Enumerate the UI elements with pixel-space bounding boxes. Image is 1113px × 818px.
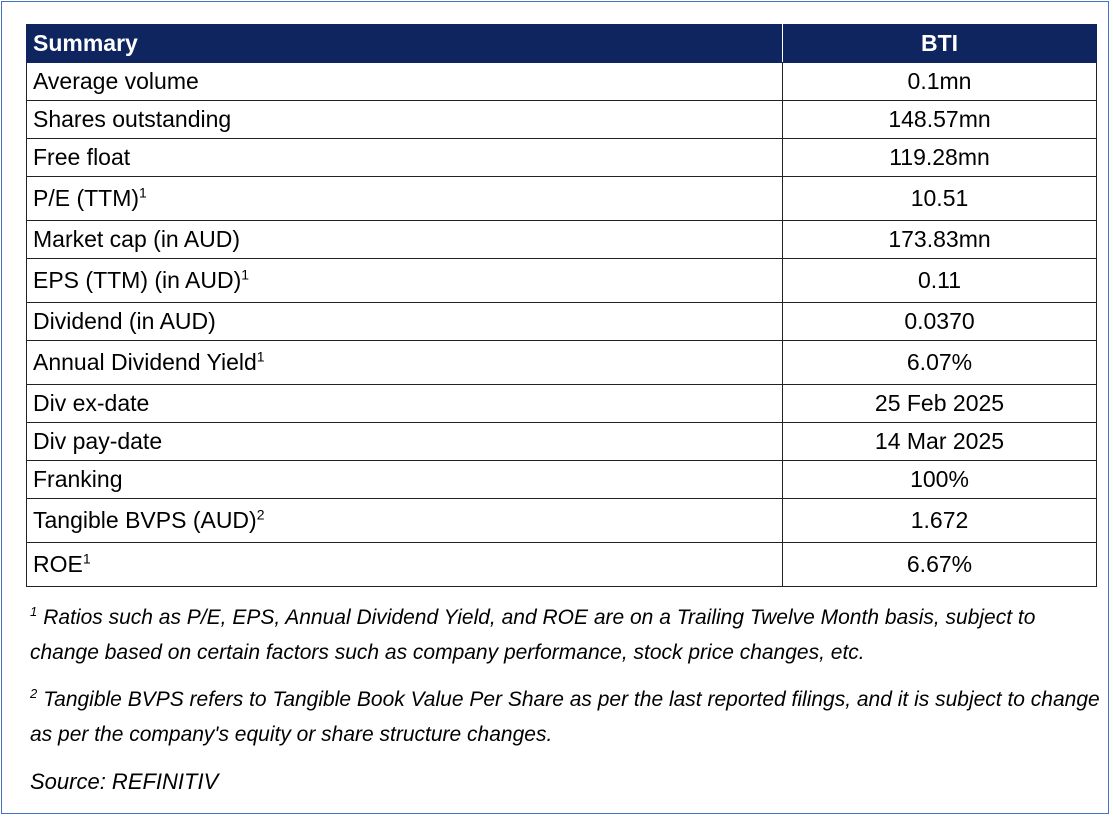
row-label: Market cap (in AUD) [27,221,783,259]
row-label: Free float [27,139,783,177]
table-row [27,139,1097,177]
summary-table [26,24,1097,587]
table-row [27,259,1097,303]
row-label: Annual Dividend Yield$^1$ [27,341,783,385]
row-label: Tangible BVPS (AUD)$^2$ [27,499,783,543]
row-label: Average volume [27,63,783,101]
row-value: 6.07% [783,341,1097,385]
table-row [27,63,1097,101]
row-label: EPS (TTM) (in AUD)$^1$ [27,259,783,303]
table-row [27,543,1097,587]
row-value: 14 Mar 2025 [783,423,1097,461]
table-row [27,101,1097,139]
row-value: 0.0370 [783,303,1097,341]
footnote-2 [30,682,1100,752]
footnote-marker: 1 [256,348,265,365]
row-label: Shares outstanding [27,101,783,139]
table-row [27,385,1097,423]
row-label: Franking [27,461,783,499]
row-label: Div ex-date [27,385,783,423]
footnote-marker: 1 [82,550,91,567]
row-value: 10.51 [783,177,1097,221]
table-row [27,499,1097,543]
row-label: Dividend (in AUD) [27,303,783,341]
row-value: 0.1mn [783,63,1097,101]
table-header-row [27,25,1097,63]
footnote-marker: 1 [139,184,147,201]
footnote-2-text: Tangible BVPS refers to Tangible Book Value Per Share as per the last reported filings, and it is subject to change as per the company's equity or share structure changes. [30,688,1100,746]
summary-table-container [26,24,1096,587]
footnotes [30,600,1100,811]
row-label: ROE$^1$ [27,543,783,587]
footnote-marker: 2 [256,506,265,523]
header-bti: BTI [783,25,1097,63]
row-value: 0.11 [783,259,1097,303]
row-value: 148.57mn [783,101,1097,139]
table-row [27,221,1097,259]
footnote-marker: 1 [241,266,250,283]
row-value: 6.67% [783,543,1097,587]
row-value: 25 Feb 2025 [783,385,1097,423]
source-line: Source: REFINITIV [30,769,219,794]
row-value: 1.672 [783,499,1097,543]
row-label: P/E (TTM)$^1$ [27,177,783,221]
footnote-1 [30,600,1100,670]
table-row [27,461,1097,499]
table-row [27,303,1097,341]
table-row [27,177,1097,221]
row-value: 100% [783,461,1097,499]
footnote-1-marker: 1 [30,604,38,619]
summary-card [1,1,1109,814]
row-value: 119.28mn [783,139,1097,177]
footnote-1-text: Ratios such as P/E, EPS, Annual Dividend Yield, and ROE are on a Trailing Twelve Month basis, subject to change based on certain factors such as company performance, stock price changes, etc. [30,606,1036,664]
table-row [27,423,1097,461]
table-row [27,341,1097,385]
footnote-2-marker: 2 [30,686,38,701]
header-summary: Summary [27,25,783,63]
row-value: 173.83mn [783,221,1097,259]
row-label: Div pay-date [27,423,783,461]
